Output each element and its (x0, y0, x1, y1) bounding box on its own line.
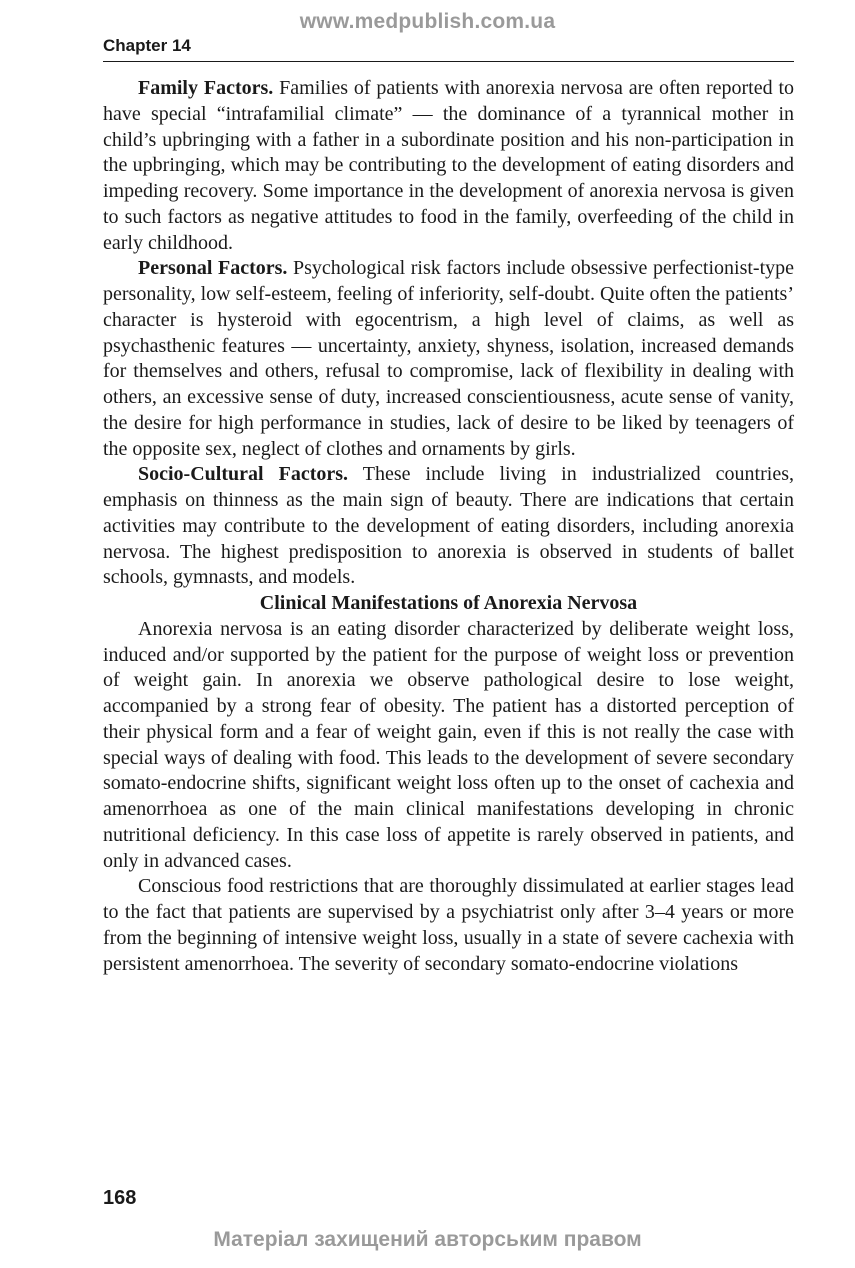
paragraph-text: Families of patients with anorexia nervosa are often reported to have special “intrafamilial climate” — the dominance of a tyrannical mother in child’s upbringing with a father in a subordinate position and his non-participation in the upbringing, which may be contributing to the development of eating disorders and impeding recovery. Some importance in the development of anorexia nervosa is given to such factors as negative attitudes to food in the family, overfeeding of the child in early childhood. (103, 77, 794, 254)
paragraph-personal-factors (103, 256, 794, 462)
paragraph-clinical-2: Conscious food restrictions that are thoroughly dissimulated at earlier stages lead to the fact that patients are supervised by a psychiatrist only after 3–4 years or more from the beginning of intensive weight loss, usually in a state of severe cachexia with persistent amenorrhoea. The severity of secondary somato-endocrine violations (103, 875, 794, 975)
run-in-heading-personal: Personal Factors. (138, 257, 288, 280)
header-rule (103, 61, 794, 62)
paragraph-text: Psychological risk factors include obsessive perfectionist-type personality, low self-esteem, feeling of inferiority, self-doubt. Quite often the patients’ character is hysteroid with egocentrism, a high level of claims, as well as psychasthenic features — uncertainty, anxiety, shyness, isolation, increased demands for themselves and others, refusal to compromise, lack of flexibility in dealing with others, an excessive sense of duty, increased conscientiousness, acute sense of vanity, the desire for high performance in studies, lack of desire to be liked by teenagers of the opposite sex, neglect of clothes and ornaments by girls. (103, 257, 794, 460)
section-heading: Clinical Manifestations of Anorexia Nervosa (259, 592, 638, 614)
copyright-watermark: Матеріал захищений авторським правом (213, 1228, 642, 1251)
paragraph-text: These include living in industrialized countries, emphasis on thinness as the main sign of beauty. There are indications that certain activities may contribute to the development of eating disorders, including anorexia nervosa. The highest predisposition to anorexia is observed in students of ballet schools, gymnasts, and models. (103, 463, 794, 589)
website-watermark: www.medpublish.com.ua (299, 10, 556, 33)
paragraph-family-factors (103, 76, 794, 256)
paragraph-socio-cultural-factors (103, 462, 794, 591)
page-body (103, 76, 794, 977)
chapter-header: Chapter 14 (103, 36, 191, 55)
paragraph-clinical-1: Anorexia nervosa is an eating disorder characterized by deliberate weight loss, induced and/or supported by the patient for the purpose of weight loss or prevention of weight gain. In anorexia we observe pathological desire to lose weight, accompanied by a strong fear of obesity. The patient has a distorted perception of their physical form and a fear of weight gain, even if this is not really the case with special ways of dealing with food. This leads to the development of severe secondary somato-endocrine shifts, significant weight loss often up to the onset of cachexia and amenorrhoea as one of the main clinical manifestations developing in chronic nutritional deficiency. In this case loss of appetite is rarely observed in patients, and only in advanced cases. (103, 617, 794, 872)
page-number: 168 (103, 1187, 137, 1209)
run-in-heading-family: Family Factors. (138, 77, 274, 99)
run-in-heading-socio: Socio-Cultural Factors. (138, 463, 349, 486)
